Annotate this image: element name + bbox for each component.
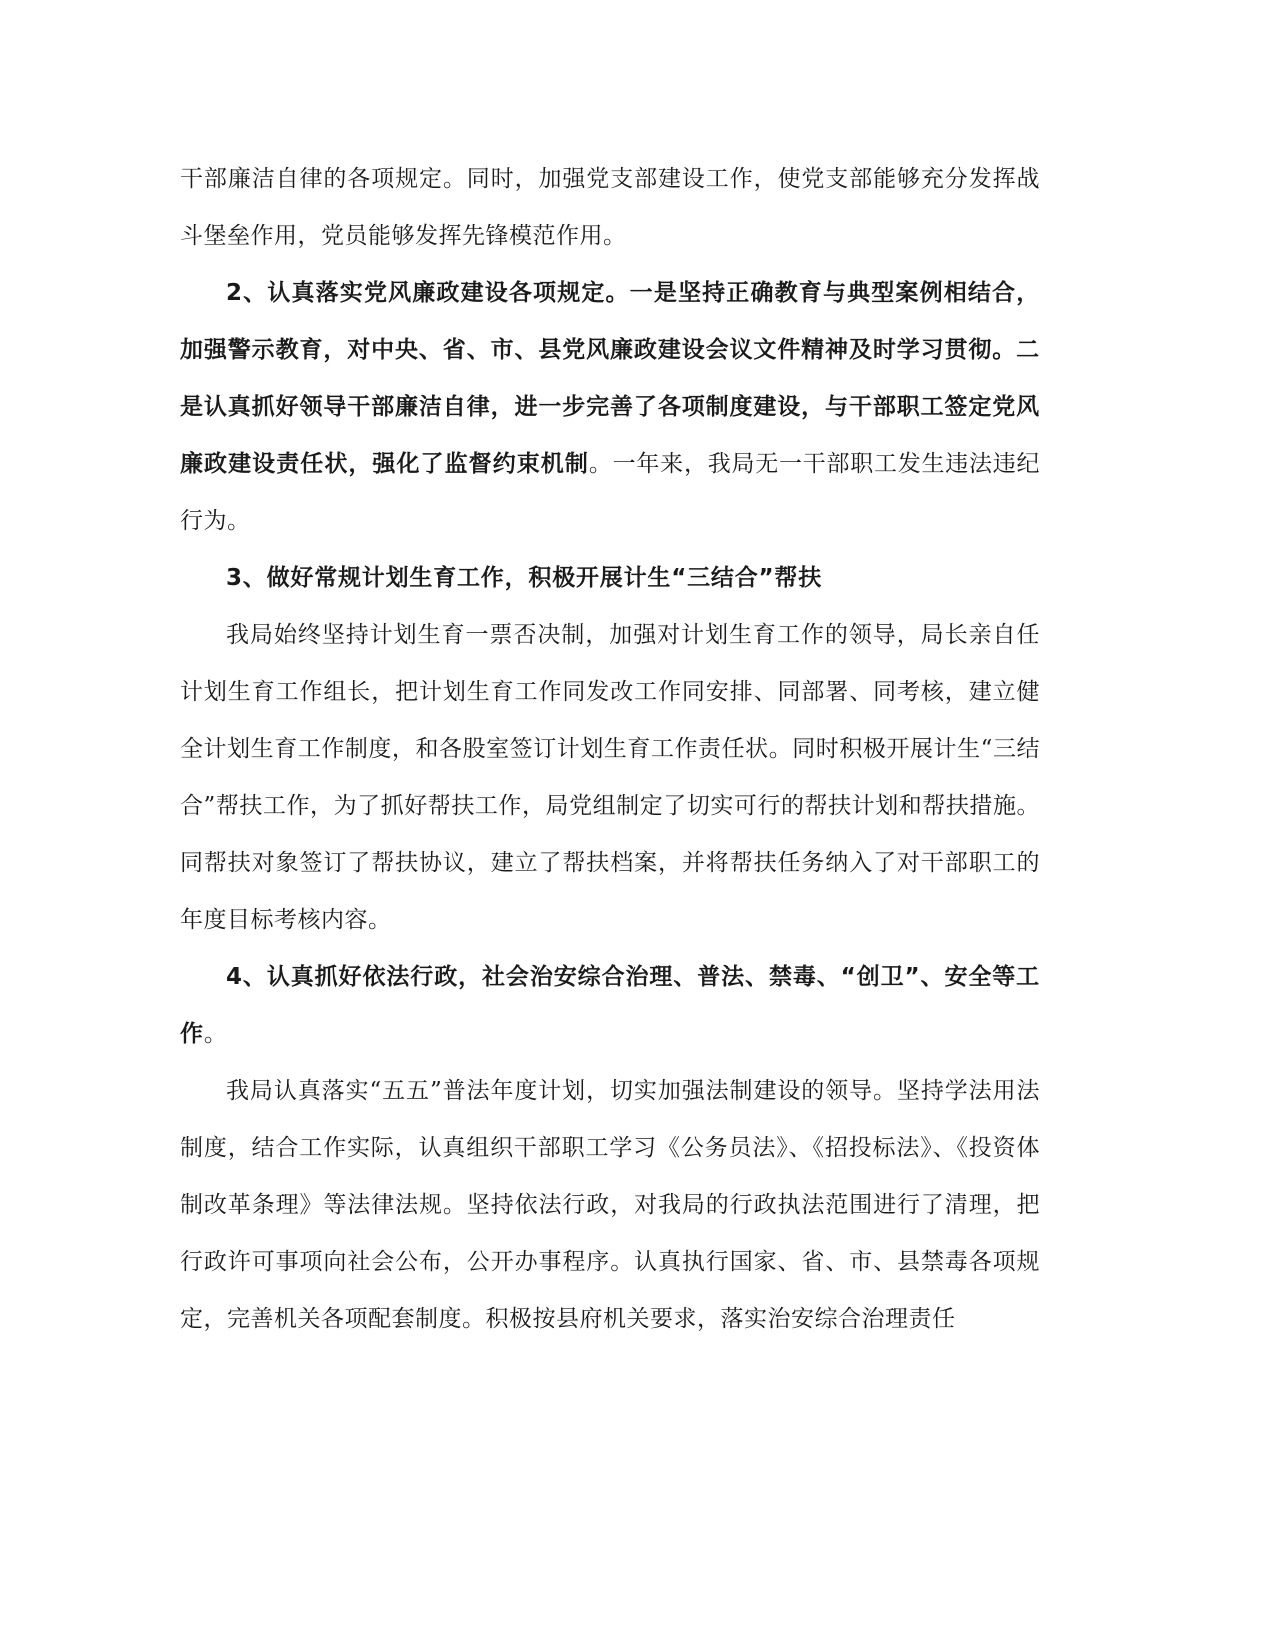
item-4-heading-period: 。: [203, 1021, 228, 1047]
heading-item-4: [180, 949, 1040, 1063]
document-body: [180, 151, 1040, 1348]
item-3-heading-text: 3、做好常规计划生育工作，积极开展计生“三结合”帮扶: [226, 565, 823, 591]
heading-item-3: [180, 550, 1040, 607]
item-4-heading-text: 4、认真抓好依法行政，社会治安综合治理、普法、禁毒、“创卫”、安全等工作: [180, 964, 1040, 1047]
item-2-bold-text: 2、认真落实党风廉政建设各项规定。一是坚持正确教育与典型案例相结合，加强警示教育，对中央、省、市、县党风廉政建设会议文件精神及时学习贯彻。二是认真抓好领导干部廉洁自律，进一步完善了各项制度建设，与干部职工签定党风廉政建设责任状，强化了监督约束机制: [180, 280, 1040, 477]
paragraph-family-planning: 我局始终坚持计划生育一票否决制，加强对计划生育工作的领导，局长亲自任计划生育工作组长，把计划生育工作同发改工作同安排、同部署、同考核，建立健全计划生育工作制度，和各股室签订计划生育工作责任状。同时积极开展计生“三结合”帮扶工作，为了抓好帮扶工作，局党组制定了切实可行的帮扶计划和帮扶措施。同帮扶对象签订了帮扶协议，建立了帮扶档案，并将帮扶任务纳入了对干部职工的年度目标考核内容。: [180, 622, 1040, 933]
paragraph-legal-admin: 我局认真落实“五五”普法年度计划，切实加强法制建设的领导。坚持学法用法制度，结合工作实际，认真组织干部职工学习《公务员法》、《招投标法》、《投资体制改革条理》等法律法规。坚持依法行政，对我局的行政执法范围进行了清理，把行政许可事项向社会公布，公开办事程序。认真执行国家、省、市、县禁毒各项规定，完善机关各项配套制度。积极按县府机关要求，落实治安综合治理责任: [180, 1078, 1040, 1332]
paragraph-item-2: [180, 265, 1040, 550]
item-2-plain-text: 。一年来，我局无一干部职工发生违法违纪行为。: [180, 451, 1040, 534]
paragraph-continuation: 干部廉洁自律的各项规定。同时，加强党支部建设工作，使党支部能够充分发挥战斗堡垒作用，党员能够发挥先锋模范作用。: [180, 166, 1040, 249]
